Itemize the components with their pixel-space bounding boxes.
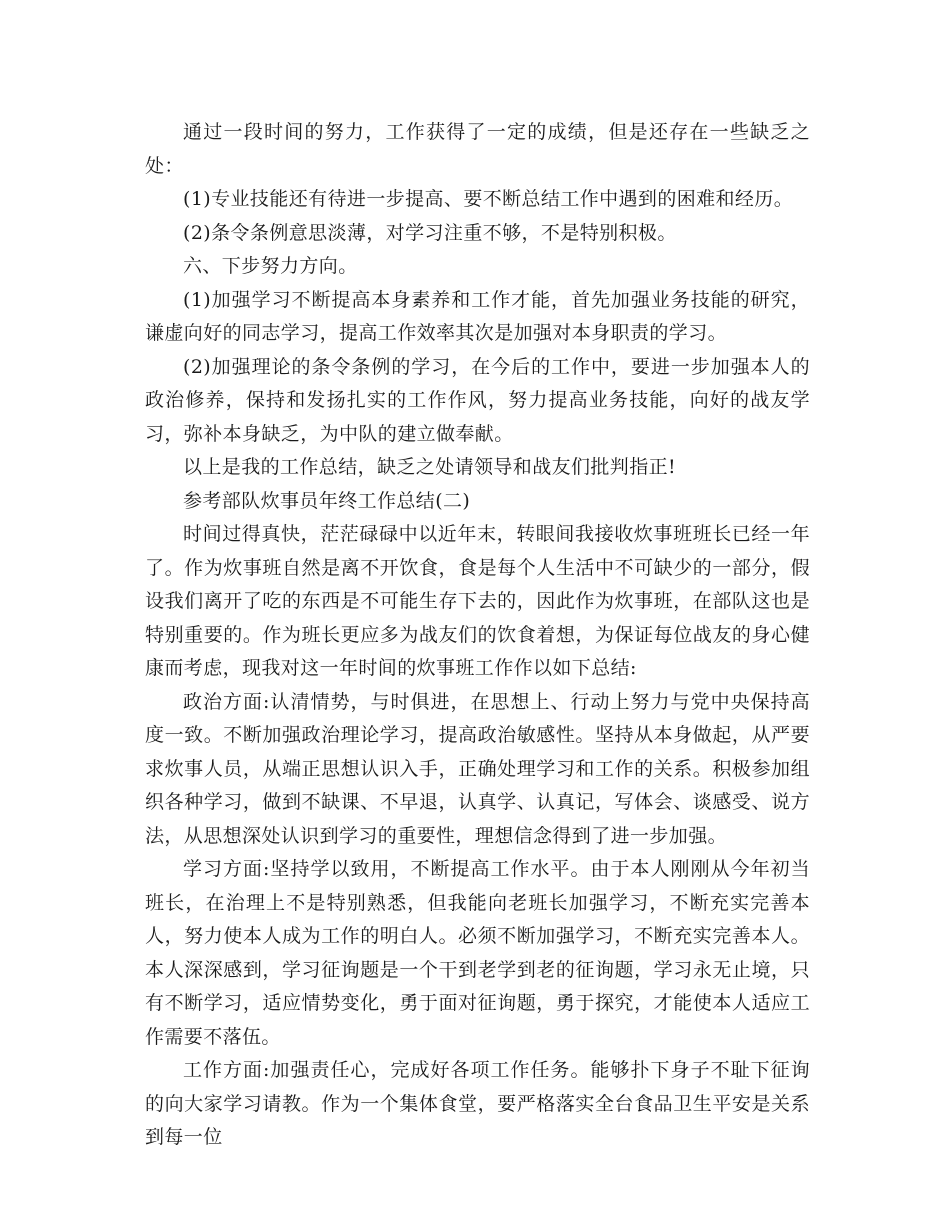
paragraph-introduction: 时间过得真快，茫茫碌碌中以近年末，转眼间我接收炊事班班长已经一年了。作为炊事班自然是离不开饮食，食是每个人生活中不可缺少的一部分，假设我们离开了吃的东西是不可能生存下去的，因此作为炊事班，在部队这也是特别重要的。作为班长更应多为战友们的饮食着想，为保证每位战友的身心健康而考虑，现我对这一年时间的炊事班工作作以如下总结:	[145, 523, 810, 679]
paragraph-political: 政治方面:认清情势，与时俱进，在思想上、行动上努力与党中央保持高度一致。不断加强政治理论学习，提高政治敏感性。坚持从本身做起，从严要求炊事人员，从端正思想认识入手，正确处理学习和工作的关系。积极参加组织各种学习，做到不缺课、不早退，认真学、认真记，写体会、谈感受、说方法，从思想深处认识到学习的重要性，理想信念得到了进一步加强。	[145, 690, 810, 847]
paragraph-next-step-1: (1)加强学习不断提高本身素养和工作才能，首先加强业务技能的研究，谦虚向好的同志学习，提高工作效率其次是加强对本身职责的学习。	[145, 288, 810, 344]
paragraph-shortcoming-1: (1)专业技能还有待进一步提高、要不断总结工作中遇到的困难和经历。	[183, 188, 794, 210]
section-title-part-two: 参考部队炊事员年终工作总结(二)	[183, 489, 471, 512]
document-body	[145, 116, 810, 1155]
paragraph-shortcoming-2: (2)条令条例意思淡薄，对学习注重不够，不是特别积极。	[183, 221, 677, 244]
paragraph-shortcomings-intro: 通过一段时间的努力，工作获得了一定的成绩，但是还存在一些缺乏之处：	[145, 121, 810, 177]
paragraph-next-step-2: (2)加强理论的条令条例的学习，在今后的工作中，要进一步加强本人的政治修养，保持和发扬扎实的工作作风，努力提高业务技能，向好的战友学习，弥补本身缺乏，为中队的建立做奉献。	[145, 355, 810, 445]
paragraph-work: 工作方面:加强责任心，完成好各项工作任务。能够扑下身子不耻下征询的向大家学习请教。作为一个集体食堂，要严格落实全台食品卫生平安是关系到每一位	[145, 1059, 810, 1148]
paragraph-closing: 以上是我的工作总结，缺乏之处请领导和战友们批判指正!	[183, 456, 677, 478]
paragraph-study: 学习方面:坚持学以致用，不断提高工作水平。由于本人刚刚从今年初当班长，在治理上不是特别熟悉，但我能向老班长加强学习，不断充实完善本人，努力使本人成为工作的明白人。必须不断加强学习，不断充实完善本人。本人深深感到，学习征询题是一个干到老学到老的征询题，学习永无止境，只有不断学习，适应情势变化，勇于面对征询题，勇于探究，才能使本人适应工作需要不落伍。	[145, 858, 810, 1048]
section-heading-next-steps: 六、下步努力方向。	[183, 255, 358, 277]
